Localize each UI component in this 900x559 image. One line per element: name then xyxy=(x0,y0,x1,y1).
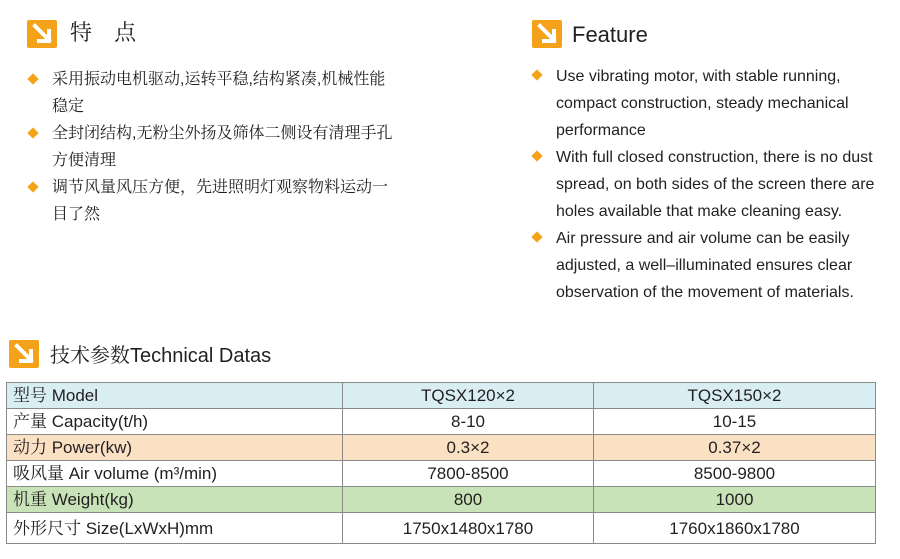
value-cell: 1760x1860x1780 xyxy=(594,513,876,544)
value-cell: 0.37×2 xyxy=(594,435,876,461)
spec-table xyxy=(6,382,876,544)
row-label: 机重 Weight(kg) xyxy=(7,487,343,513)
en-feature-list xyxy=(530,63,895,306)
value-cell: 8-10 xyxy=(343,409,594,435)
row-label: 动力 Power(kw) xyxy=(7,435,343,461)
table-row xyxy=(7,461,876,487)
diamond-bullet-icon xyxy=(27,181,38,192)
table-row xyxy=(7,383,876,409)
value-cell: 1000 xyxy=(594,487,876,513)
row-label: 外形尺寸 Size(LxWxH)mm xyxy=(7,513,343,544)
list-item xyxy=(530,225,895,306)
value-cell: 1750x1480x1780 xyxy=(343,513,594,544)
diamond-bullet-icon xyxy=(27,127,38,138)
en-bullet-text: Air pressure and air volume can be easily adjusted, a well–illuminated ensures clear observation of the movement of materials. xyxy=(556,230,854,301)
value-cell: TQSX150×2 xyxy=(594,383,876,409)
cn-bullet-text: 采用振动电机驱动,运转平稳,结构紧凑,机械性能稳定 xyxy=(52,71,386,115)
arrow-down-right-icon xyxy=(9,340,39,368)
table-row xyxy=(7,435,876,461)
cn-feature-list xyxy=(26,66,396,228)
diamond-bullet-icon xyxy=(27,73,38,84)
row-label: 产量 Capacity(t/h) xyxy=(7,409,343,435)
tech-section-heading: 技术参数Technical Datas xyxy=(50,345,272,367)
list-item xyxy=(26,174,396,228)
cn-section-heading: 特 点 xyxy=(70,20,145,45)
list-item xyxy=(26,120,396,174)
diamond-bullet-icon xyxy=(531,231,542,242)
diamond-bullet-icon xyxy=(531,69,542,80)
value-cell: 10-15 xyxy=(594,409,876,435)
value-cell: 800 xyxy=(343,487,594,513)
value-cell: 7800-8500 xyxy=(343,461,594,487)
value-cell: 8500-9800 xyxy=(594,461,876,487)
en-bullet-text: Use vibrating motor, with stable running, compact construction, steady mechanical performance xyxy=(556,68,849,139)
cn-bullet-text: 全封闭结构,无粉尘外扬及筛体二侧设有清理手孔方便清理 xyxy=(52,125,393,169)
row-label: 吸风量 Air volume (m³/min) xyxy=(7,461,343,487)
en-bullet-text: With full closed construction, there is no dust spread, on both sides of the screen there are holes available that make cleaning easy. xyxy=(556,149,875,220)
arrow-down-right-icon xyxy=(27,20,57,48)
list-item xyxy=(530,63,895,144)
value-cell: 0.3×2 xyxy=(343,435,594,461)
list-item xyxy=(530,144,895,225)
diamond-bullet-icon xyxy=(531,150,542,161)
table-row xyxy=(7,513,876,544)
table-row xyxy=(7,409,876,435)
arrow-down-right-icon xyxy=(532,20,562,48)
en-section-heading: Feature xyxy=(572,22,648,47)
value-cell: TQSX120×2 xyxy=(343,383,594,409)
cn-bullet-text: 调节风量风压方便，先进照明灯观察物料运动一目了然 xyxy=(52,179,389,223)
row-label: 型号 Model xyxy=(7,383,343,409)
list-item xyxy=(26,66,396,120)
table-row xyxy=(7,487,876,513)
